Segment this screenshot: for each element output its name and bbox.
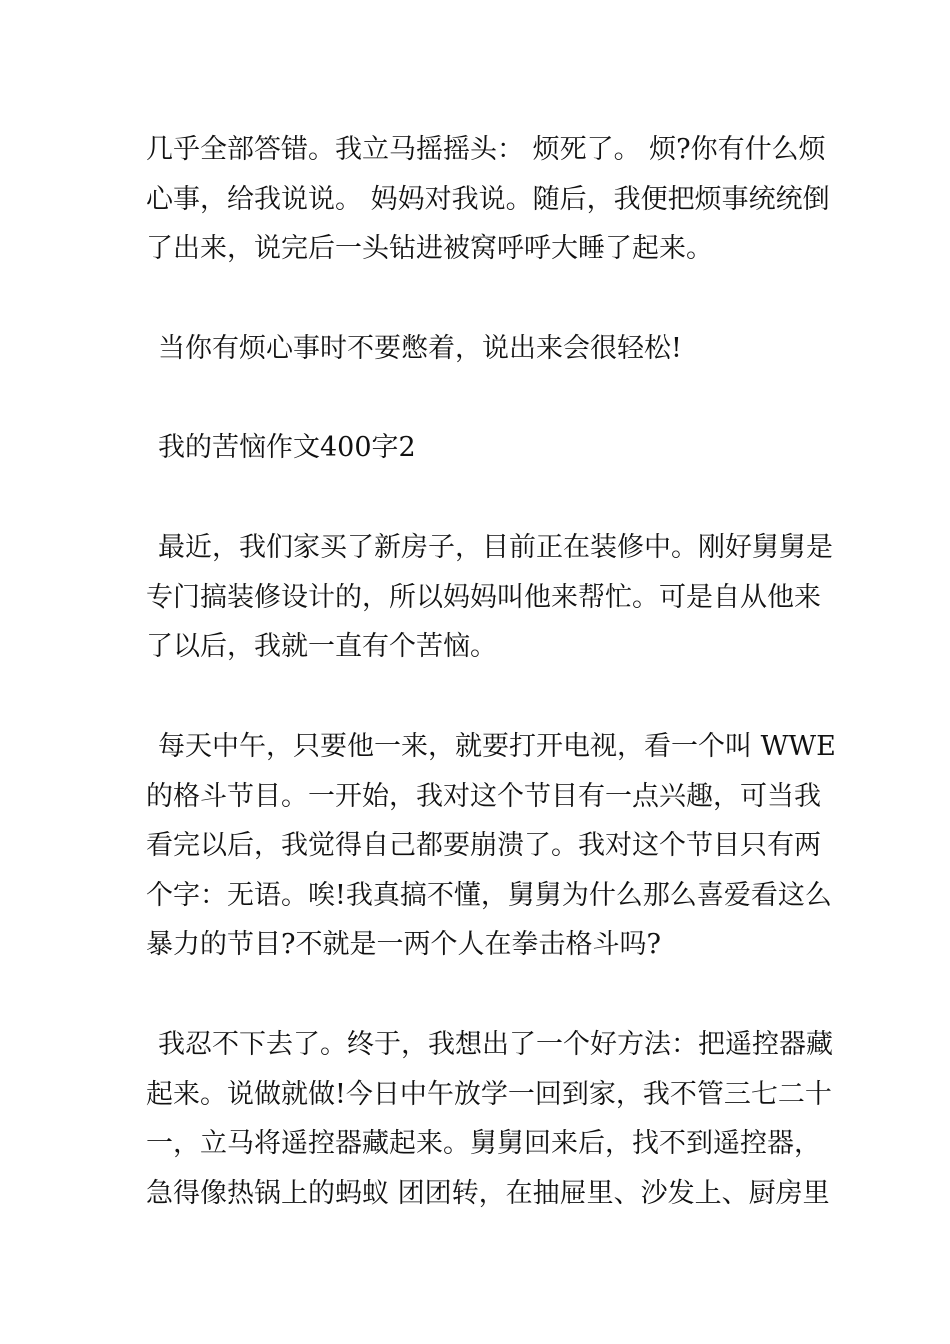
text-line-14: 我忍不下去了。终于，我想出了一个好方法：把遥控器藏 xyxy=(158,1029,833,1060)
text-line-13: 暴力的节目?不就是一两个人在拳击格斗吗? xyxy=(146,929,661,960)
text-line-4: 当你有烦心事时不要憋着，说出来会很轻松! xyxy=(158,333,682,364)
section-heading: 我的苦恼作文400字2 xyxy=(158,432,416,463)
text-line-7: 专门搞装修设计的，所以妈妈叫他来帮忙。可是自从他来 xyxy=(146,582,821,613)
text-line-16: 一，立马将遥控器藏起来。舅舅回来后，找不到遥控器， xyxy=(146,1128,821,1159)
text-line-17: 急得像热锅上的蚂蚁 团团转，在抽屉里、沙发上、厨房里 xyxy=(146,1178,830,1209)
text-line-6: 最近，我们家买了新房子，目前正在装修中。刚好舅舅是 xyxy=(158,532,833,563)
text-line-1: 几乎全部答错。我立马摇摇头： 烦死了。 烦?你有什么烦 xyxy=(146,134,826,165)
text-line-8: 了以后，我就一直有个苦恼。 xyxy=(146,631,497,662)
text-line-3: 了出来，说完后一头钻进被窝呼呼大睡了起来。 xyxy=(146,233,713,264)
text-line-11: 看完以后，我觉得自己都要崩溃了。我对这个节目只有两 xyxy=(146,830,821,861)
text-line-9: 每天中午，只要他一来，就要打开电视，看一个叫 WWE xyxy=(158,731,836,762)
text-line-15: 起来。说做就做!今日中午放学一回到家，我不管三七二十 xyxy=(146,1079,832,1110)
text-line-10: 的格斗节目。一开始，我对这个节目有一点兴趣，可当我 xyxy=(146,781,821,812)
text-line-12: 个字：无语。唉!我真搞不懂，舅舅为什么那么喜爱看这么 xyxy=(146,880,832,911)
text-line-2: 心事，给我说说。 妈妈对我说。随后，我便把烦事统统倒 xyxy=(146,184,830,215)
